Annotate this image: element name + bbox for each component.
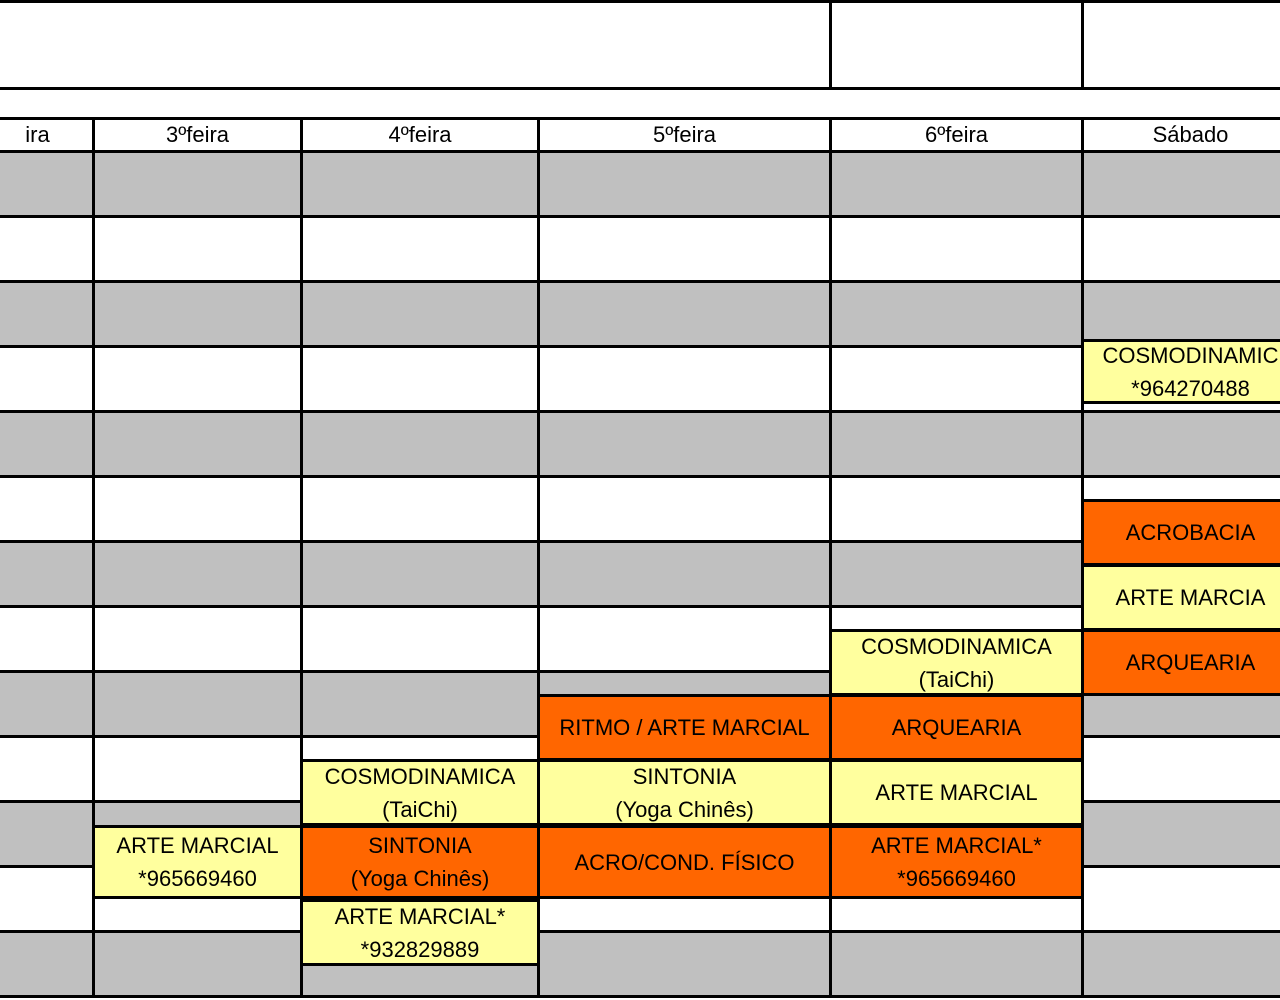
event-detail: *932829889 — [360, 936, 480, 962]
event-title: ARTE MARCIAL* — [334, 903, 506, 929]
schedule-event[interactable] — [829, 694, 1084, 761]
event-detail: (TaiChi) — [382, 796, 458, 822]
schedule-event[interactable] — [1081, 339, 1280, 404]
event-title: ACROBACIA — [1125, 520, 1256, 545]
schedule-event[interactable] — [1081, 499, 1280, 566]
day-header-0: ira — [0, 117, 95, 153]
event-title: ARTE MARCIA — [1115, 585, 1266, 610]
grid-cell — [300, 475, 540, 543]
schedule-event[interactable] — [829, 825, 1084, 899]
grid-cell — [1081, 280, 1280, 348]
day-header-3: 5ºfeira — [537, 117, 832, 153]
schedule-event[interactable] — [537, 759, 832, 826]
event-detail: *965669460 — [897, 866, 1016, 891]
grid-cell — [537, 345, 832, 413]
event-title: COSMODINAMICA — [324, 763, 516, 789]
schedule-event[interactable] — [829, 629, 1084, 696]
grid-cell — [0, 670, 95, 738]
schedule-event[interactable] — [537, 825, 832, 899]
day-header-2: 4ºfeira — [300, 117, 540, 153]
schedule-event[interactable] — [1081, 564, 1280, 631]
grid-cell — [92, 215, 303, 283]
grid-cell — [0, 800, 95, 868]
event-title: ARTE MARCIAL* — [871, 833, 1042, 858]
schedule-event[interactable] — [300, 759, 540, 826]
grid-cell — [1081, 150, 1280, 218]
grid-cell — [1081, 865, 1280, 933]
grid-cell — [0, 475, 95, 543]
grid-cell — [1081, 735, 1280, 803]
event-title: ARTE MARCIAL — [116, 833, 279, 858]
grid-cell — [92, 605, 303, 673]
grid-cell — [300, 540, 540, 608]
grid-cell — [300, 605, 540, 673]
grid-cell — [0, 865, 95, 933]
grid-cell — [300, 670, 540, 738]
grid-cell — [829, 150, 1084, 218]
event-title: ARQUEARIA — [1125, 650, 1256, 675]
grid-cell — [92, 475, 303, 543]
grid-cell — [1081, 410, 1280, 478]
grid-cell — [300, 150, 540, 218]
grid-cell — [92, 280, 303, 348]
day-header-4: 6ºfeira — [829, 117, 1084, 153]
grid-cell — [92, 540, 303, 608]
schedule-event[interactable] — [300, 899, 540, 966]
grid-cell — [0, 410, 95, 478]
grid-cell — [537, 215, 832, 283]
grid-cell — [1081, 215, 1280, 283]
grid-cell — [300, 280, 540, 348]
event-detail: *965669460 — [138, 866, 257, 891]
grid-cell — [92, 735, 303, 803]
grid-cell — [537, 280, 832, 348]
grid-cell — [0, 930, 95, 998]
grid-cell — [537, 930, 832, 998]
title-bar-left-cell — [0, 0, 832, 90]
grid-cell — [829, 410, 1084, 478]
grid-cell — [537, 475, 832, 543]
title-bar-middle-cell — [829, 0, 1084, 90]
event-title: ARQUEARIA — [891, 715, 1022, 740]
event-detail: (Yoga Chinês) — [350, 866, 490, 891]
grid-cell — [0, 150, 95, 218]
grid-cell — [1081, 800, 1280, 868]
day-header-5: Sábado — [1081, 117, 1280, 153]
schedule-event[interactable] — [537, 694, 832, 761]
grid-cell — [0, 345, 95, 413]
schedule-event[interactable] — [92, 825, 303, 899]
grid-cell — [829, 540, 1084, 608]
grid-cell — [0, 215, 95, 283]
grid-cell — [300, 345, 540, 413]
event-title: COSMODINAMICA — [861, 633, 1052, 659]
grid-cell — [92, 410, 303, 478]
grid-cell — [537, 150, 832, 218]
event-title: RITMO / ARTE MARCIAL — [559, 715, 810, 740]
grid-cell — [829, 475, 1084, 543]
grid-cell — [0, 735, 95, 803]
grid-cell — [537, 410, 832, 478]
grid-cell — [829, 930, 1084, 998]
grid-cell — [1081, 930, 1280, 998]
grid-cell — [0, 280, 95, 348]
event-detail: *964270488 — [1131, 375, 1250, 401]
grid-cell — [92, 670, 303, 738]
schedule-event[interactable] — [829, 759, 1084, 826]
event-title: SINTONIA — [632, 763, 737, 789]
grid-cell — [0, 605, 95, 673]
event-title: SINTONIA — [368, 833, 472, 858]
schedule-event[interactable] — [1081, 629, 1280, 696]
schedule-event[interactable] — [300, 825, 540, 899]
grid-cell — [537, 540, 832, 608]
day-header-1: 3ºfeira — [92, 117, 303, 153]
grid-cell — [0, 540, 95, 608]
event-title: ACRO/COND. FÍSICO — [574, 849, 795, 875]
grid-cell — [829, 280, 1084, 348]
grid-cell — [92, 930, 303, 998]
event-detail: (TaiChi) — [918, 666, 995, 692]
event-detail: (Yoga Chinês) — [615, 796, 754, 822]
event-title: COSMODINAMIC — [1102, 342, 1279, 368]
event-title: ARTE MARCIAL — [875, 780, 1038, 805]
grid-cell — [92, 345, 303, 413]
grid-cell — [829, 215, 1084, 283]
grid-cell — [300, 410, 540, 478]
grid-cell — [537, 605, 832, 673]
grid-cell — [829, 345, 1084, 413]
grid-cell — [300, 215, 540, 283]
title-bar-right-cell — [1081, 0, 1280, 90]
grid-cell — [92, 150, 303, 218]
